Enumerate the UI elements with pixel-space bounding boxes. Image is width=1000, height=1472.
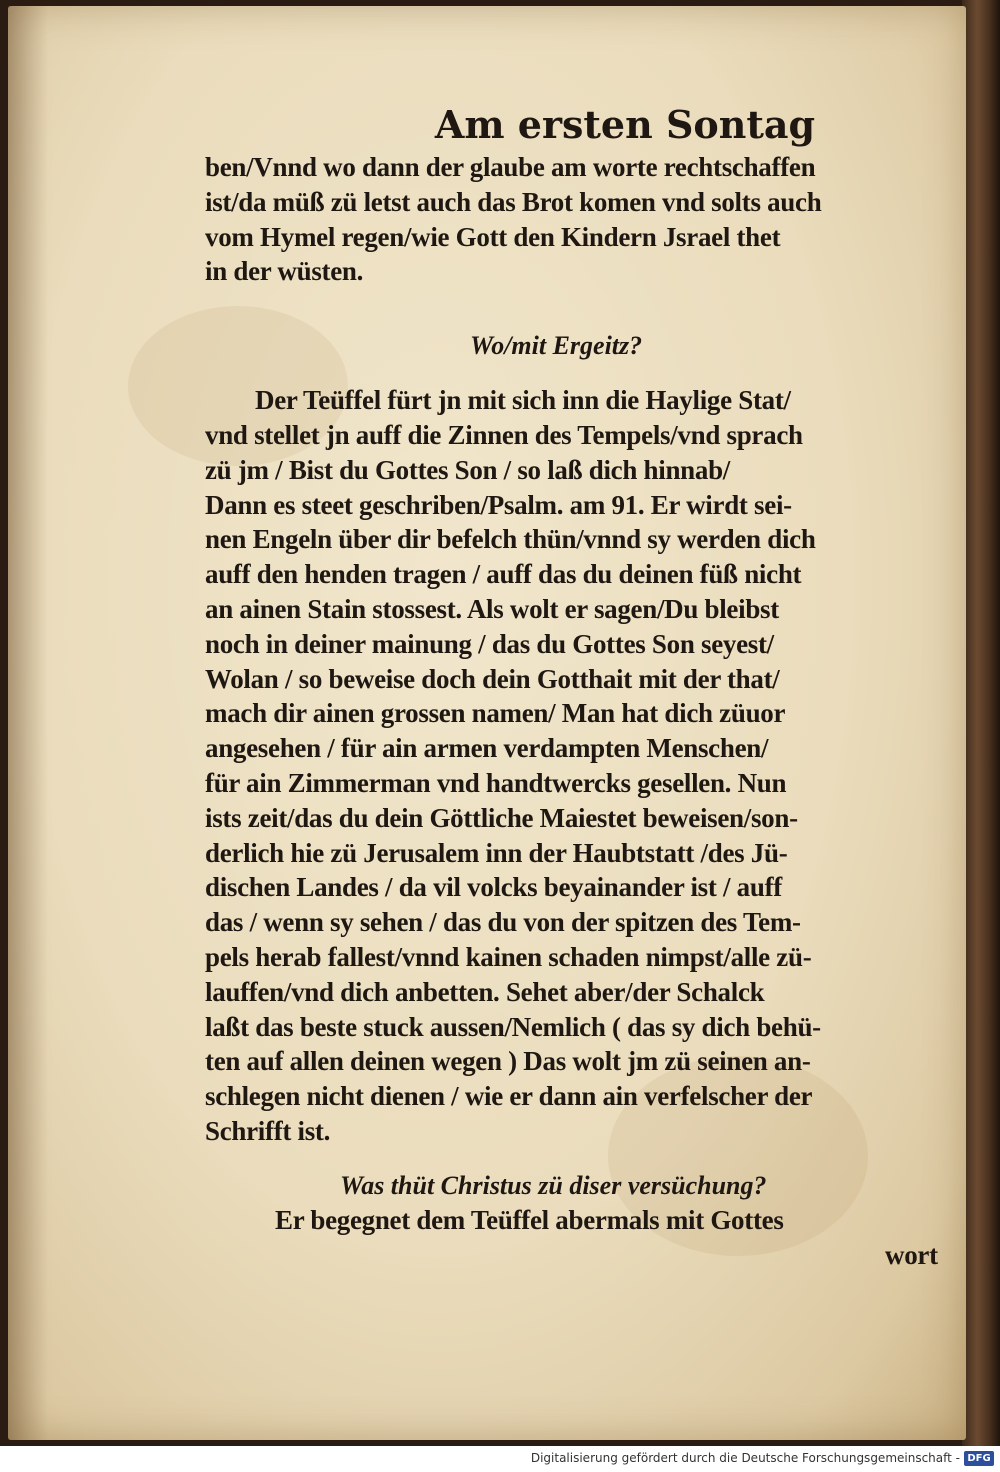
text-line: schlegen nicht dienen / wie er dann ain verfelscher der — [205, 1081, 813, 1112]
text-line: Er begegnet dem Teüffel abermals mit Gottes — [275, 1204, 784, 1235]
spacer — [205, 1149, 965, 1169]
text-line: Dann es steet geschriben/Psalm. am 91. Er wirdt sei- — [205, 489, 792, 520]
text-line: ben/Vnnd wo dann der glaube am worte rechtschaffen — [205, 152, 816, 182]
spacer — [205, 289, 965, 329]
paragraph-b — [205, 383, 965, 1149]
text-line: laßt das beste stuck aussen/Nemlich ( das sy dich behü- — [205, 1011, 821, 1042]
text-line: dischen Landes / da vil volcks beyainander ist / auff — [205, 872, 782, 903]
text-line: ist/da müß zü letst auch das Brot komen vnd solts auch — [205, 186, 822, 217]
catchword: wort — [885, 1239, 938, 1270]
paragraph-a — [205, 150, 965, 289]
section-heading: Was thüt Christus zü diser versüchung? — [340, 1170, 767, 1200]
text-line: Schrifft ist. — [205, 1115, 331, 1146]
text-block — [205, 100, 965, 1272]
text-line: nen Engeln über dir befelch thün/vnnd sy werden dich — [205, 524, 816, 555]
text-line: pels herab fallest/vnnd kainen schaden nimpst/alle zü- — [205, 941, 812, 972]
running-head: Am ersten Sontag — [434, 102, 816, 147]
funding-credit: Digitalisierung gefördert durch die Deutsche Forschungsgemeinschaft - — [530, 1451, 960, 1465]
section-heading: Wo/mit Ergeitz? — [470, 331, 643, 361]
text-line: Der Teüffel fürt jn mit sich inn die Haylige Stat/ — [255, 385, 791, 416]
book-edge — [962, 0, 1000, 1446]
text-line: vom Hymel regen/wie Gott den Kindern Jsrael thet — [205, 221, 781, 252]
spacer — [205, 363, 965, 383]
text-line: für ain Zimmerman vnd handtwercks gesellen. Nun — [205, 767, 787, 798]
footer-bar — [0, 1446, 1000, 1472]
text-line: derlich hie zü Jerusalem inn der Haubtstatt /des Jü- — [205, 837, 788, 868]
text-line: mach dir ainen grossen namen/ Man hat dich züuor — [205, 698, 786, 729]
text-line: noch in deiner mainung / das du Gottes Son seyest/ — [205, 628, 774, 659]
text-line: lauffen/vnd dich anbetten. Sehet aber/der Schalck — [205, 976, 765, 1007]
text-line: in der wüsten. — [205, 256, 364, 287]
text-line: an ainen Stain stossest. Als wolt er sagen/Du bleibst — [205, 593, 779, 624]
text-line: ten auf allen deinen wegen ) Das wolt jm zü seinen an- — [205, 1046, 811, 1077]
text-line: das / wenn sy sehen / das du von der spitzen des Tem- — [205, 907, 801, 938]
text-line: vnd stellet jn auff die Zinnen des Tempels/vnd sprach — [205, 419, 803, 450]
text-line: auff den henden tragen / auff das du deinen füß nicht — [205, 559, 802, 590]
text-line: ists zeit/das du dein Göttliche Maiestet beweisen/son- — [205, 802, 798, 833]
text-line: angesehen / für ain armen verdampten Menschen/ — [205, 733, 769, 764]
dfg-logo: DFG — [964, 1451, 994, 1466]
text-line: zü jm / Bist du Gottes Son / so laß dich hinnab/ — [205, 454, 730, 485]
text-line: Wolan / so beweise doch dein Gotthait mit der that/ — [205, 663, 780, 694]
paragraph-c — [205, 1203, 965, 1238]
gutter-shadow — [8, 6, 48, 1440]
